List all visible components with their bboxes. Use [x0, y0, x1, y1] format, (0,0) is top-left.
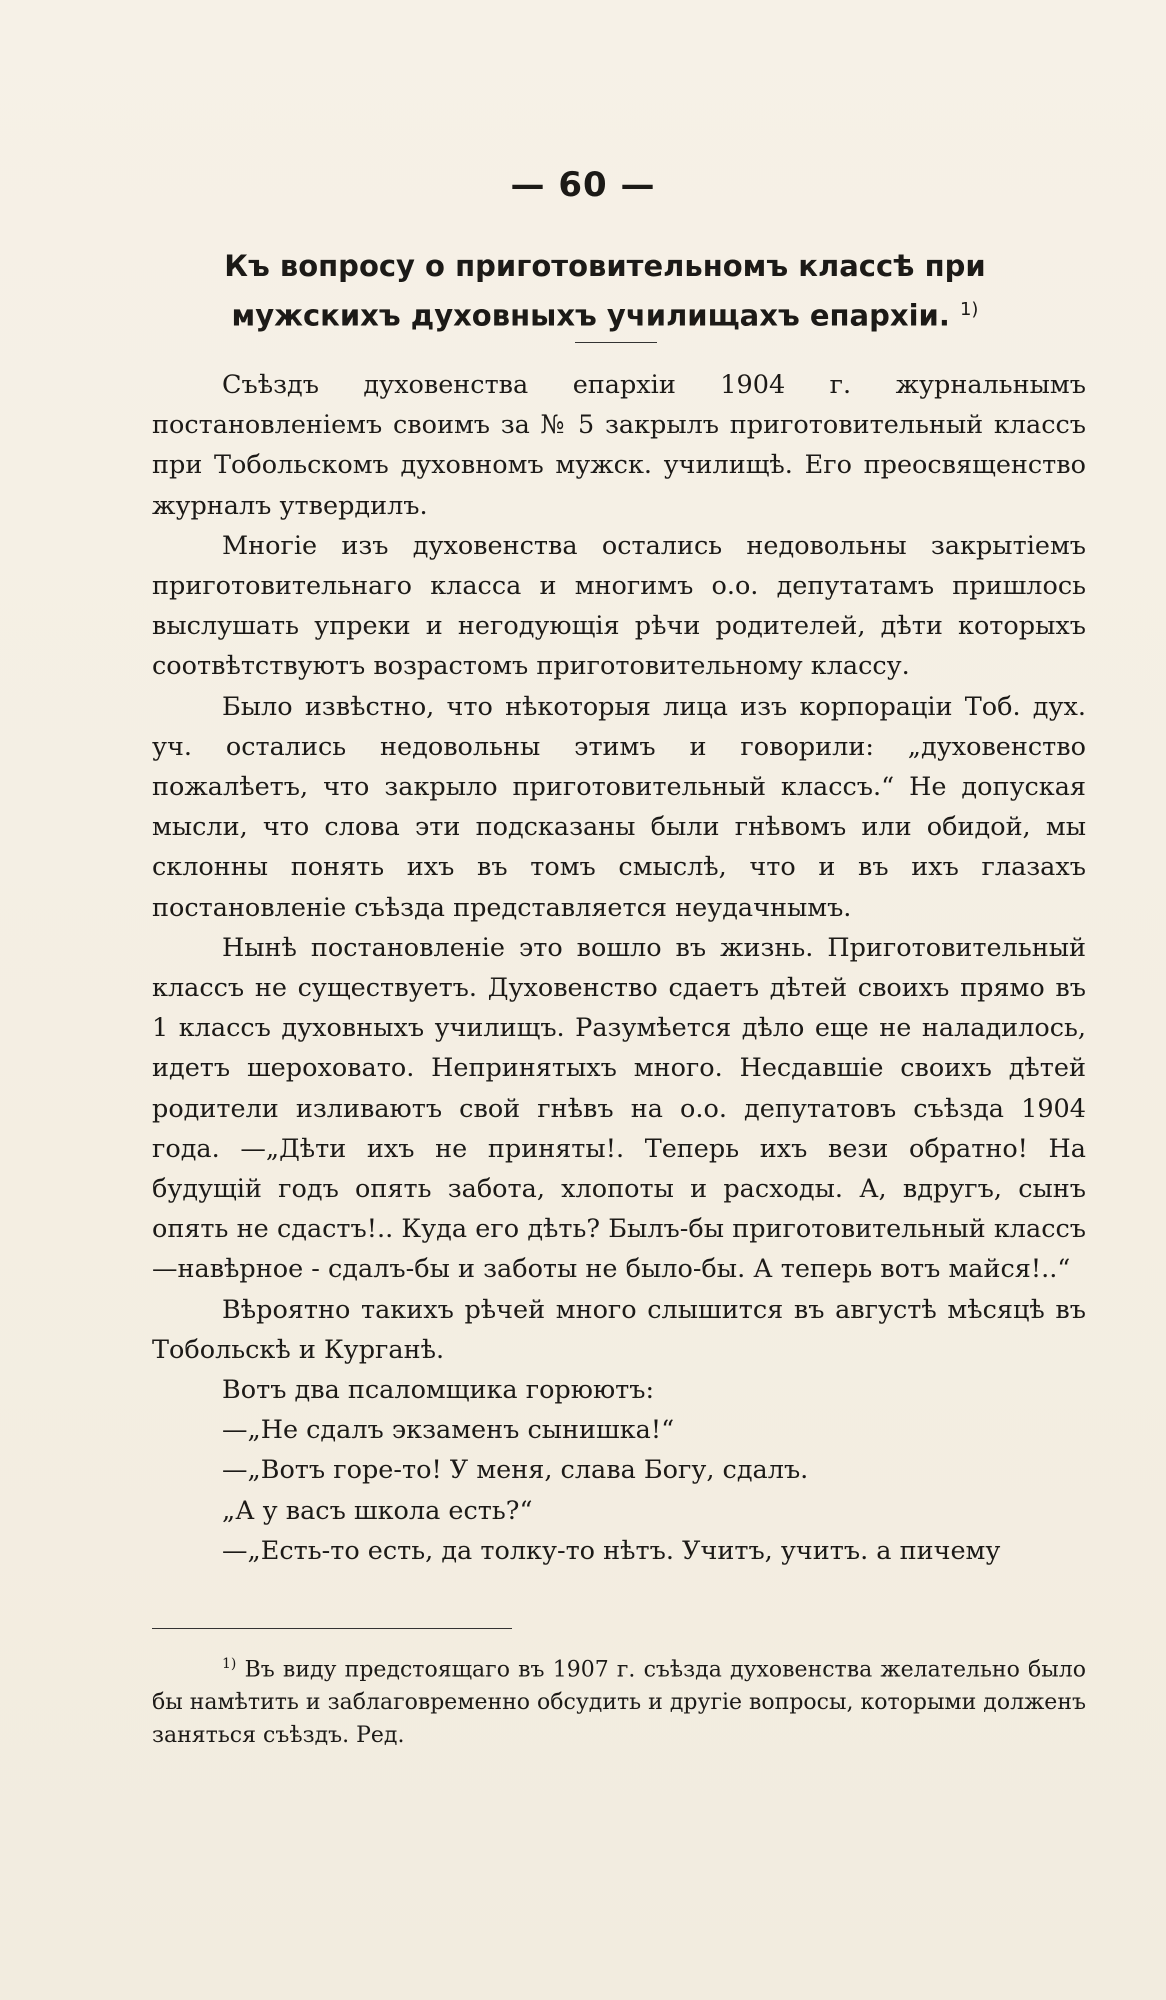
footnote-mark: 1): [222, 1656, 237, 1672]
footnote: [152, 1648, 1086, 1752]
footnote-divider: [152, 1628, 512, 1629]
article-body: [152, 365, 1086, 1571]
footnote-text: Въ виду предстоящаго въ 1907 г. съѣзда духовенства желательно было бы намѣтить и заблаговременно обсудить и другіе вопросы, которыми долженъ заняться съѣздъ. Ред.: [152, 1657, 1086, 1749]
dialogue-line-1: —„Не сдалъ экзаменъ сынишка!“: [222, 1415, 675, 1446]
paragraph-1: Съѣздъ духовенства епархіи 1904 г. журнальнымъ постановленіемъ своимъ за № 5 закрылъ приготовительный классъ при Тобольскомъ духовномъ мужск. училищѣ. Его преосвященство журналъ утвердилъ.: [152, 370, 1086, 521]
dialogue-line-4: —„Есть-то есть, да толку-то нѣтъ. Учитъ, учитъ. а пичему: [222, 1535, 1001, 1566]
paragraph-4: Нынѣ постановленіе это вошло въ жизнь. Приготовительный классъ не существуетъ. Духовенство сдаетъ дѣтей своихъ прямо въ 1 классъ духовныхъ училищъ. Разумѣется дѣло еще не наладилось, идетъ шероховато. Непринятыхъ много. Несдавшіе своихъ дѣтей родители изливаютъ свой гнѣвъ на о.о. депутатовъ съѣзда 1904 года. —„Дѣти ихъ не приняты!. Теперь ихъ вези обратно! На будущій годъ опять забота, хлопоты и расходы. А, вдругъ, сынъ опять не сдастъ!.. Куда его дѣть? Былъ-бы приготовительный классъ—навѣрное - сдалъ-бы и заботы не было-бы. А теперь вотъ майся!..“: [152, 932, 1086, 1285]
dialogue-line-2: —„Вотъ горе-то! У меня, слава Богу, сдалъ.: [222, 1455, 809, 1486]
article-title-text: Къ вопросу о приготовительномъ классѣ при мужскихъ духовныхъ училищахъ епархіи.: [224, 249, 986, 333]
paragraph-2: Многіе изъ духовенства остались недовольны закрытіемъ приготовительнаго класса и многимъ о.о. депутатамъ пришлось выслушать упреки и негодующія рѣчи родителей, дѣти которыхъ соотвѣтствуютъ возрастомъ приготовительному классу.: [152, 530, 1086, 682]
page-number: — 60 —: [510, 165, 656, 205]
article-title: [140, 245, 1070, 338]
paragraph-6: Вотъ два псаломщика горюютъ:: [222, 1375, 655, 1406]
title-divider: [575, 342, 657, 343]
paragraph-5: Вѣроятно такихъ рѣчей много слышится въ августѣ мѣсяцѣ въ Тобольскѣ и Курганѣ.: [152, 1294, 1086, 1365]
paragraph-3: Было извѣстно, что нѣкоторыя лица изъ корпораціи Тоб. дух. уч. остались недовольны этимъ и говорили: „духовенство пожалѣетъ, что закрыло приготовительный классъ.“ Не допуская мысли, что слова эти подсказаны были гнѣвомъ или обидой, мы склонны понять ихъ въ томъ смыслѣ, что и въ ихъ глазахъ постановленіе съѣзда представляется неудачнымъ.: [152, 691, 1086, 923]
dialogue-line-3: „А у васъ школа есть?“: [222, 1495, 533, 1526]
footnote-reference: 1): [959, 299, 979, 320]
